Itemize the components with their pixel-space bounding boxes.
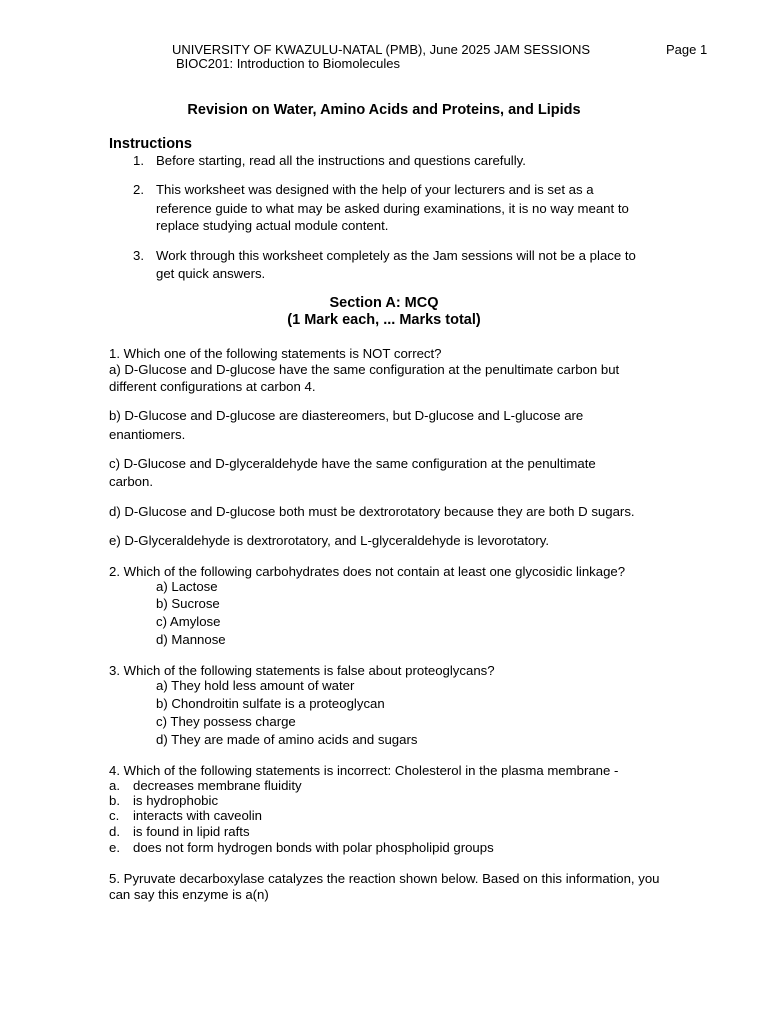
question-3-option: a) They hold less amount of water bbox=[156, 678, 355, 693]
instruction-text: reference guide to what may be asked during examinations, it is no way meant to bbox=[156, 201, 629, 216]
question-3-option: d) They are made of amino acids and sugars bbox=[156, 732, 418, 747]
instructions-heading: Instructions bbox=[109, 136, 192, 152]
instruction-text: replace studying actual module content. bbox=[156, 218, 389, 233]
question-4-option-letter: a. bbox=[109, 778, 120, 793]
question-4-option-letter: d. bbox=[109, 824, 120, 839]
question-4-option-letter: c. bbox=[109, 808, 120, 823]
question-1-option: b) D-Glucose and D-glucose are diastereomers, but D-glucose and L-glucose are bbox=[109, 408, 584, 423]
instruction-number: 1. bbox=[133, 153, 144, 168]
question-2-option: b) Sucrose bbox=[156, 596, 220, 611]
question-1-option: carbon. bbox=[109, 474, 153, 489]
question-1-option: different configurations at carbon 4. bbox=[109, 379, 316, 394]
section-title: Section A: MCQ bbox=[329, 295, 439, 311]
instruction-text: This worksheet was designed with the help of your lecturers and is set as a bbox=[156, 182, 594, 197]
question-4-option: interacts with caveolin bbox=[133, 808, 263, 823]
instruction-text: Before starting, read all the instructions and questions carefully. bbox=[156, 153, 526, 168]
question-1-option: a) D-Glucose and D-glucose have the same configuration at the penultimate carbon but bbox=[109, 362, 620, 377]
question-1-option: e) D-Glyceraldehyde is dextrorotatory, and L-glyceraldehyde is levorotatory. bbox=[109, 533, 550, 548]
question-3-option: c) They possess charge bbox=[156, 714, 296, 729]
section-subtitle: (1 Mark each, ... Marks total) bbox=[287, 312, 481, 328]
question-5-stem: can say this enzyme is a(n) bbox=[109, 887, 269, 902]
question-1-option: d) D-Glucose and D-glucose both must be dextrorotatory because they are both D sugars. bbox=[109, 504, 635, 519]
question-4-option: is found in lipid rafts bbox=[133, 824, 250, 839]
question-2-option: d) Mannose bbox=[156, 632, 226, 647]
question-2-stem: 2. Which of the following carbohydrates does not contain at least one glycosidic linkage? bbox=[109, 564, 626, 579]
instruction-number: 3. bbox=[133, 248, 144, 263]
instruction-text: Work through this worksheet completely as the Jam sessions will not be a place to bbox=[156, 248, 636, 263]
question-4-option: does not form hydrogen bonds with polar phospholipid groups bbox=[133, 840, 494, 855]
question-4-option: is hydrophobic bbox=[133, 793, 219, 808]
question-5-stem: 5. Pyruvate decarboxylase catalyzes the reaction shown below. Based on this information, you bbox=[109, 871, 660, 886]
instruction-text: get quick answers. bbox=[156, 266, 266, 281]
document-title: Revision on Water, Amino Acids and Proteins, and Lipids bbox=[187, 102, 581, 118]
question-3-option: b) Chondroitin sulfate is a proteoglycan bbox=[156, 696, 385, 711]
question-4-option-letter: e. bbox=[109, 840, 120, 855]
question-3-stem: 3. Which of the following statements is false about proteoglycans? bbox=[109, 663, 495, 678]
question-4-option-letter: b. bbox=[109, 793, 120, 808]
question-4-stem: 4. Which of the following statements is incorrect: Cholesterol in the plasma membrane - bbox=[109, 763, 619, 778]
question-1-option: enantiomers. bbox=[109, 427, 186, 442]
question-1-stem: 1. Which one of the following statements is NOT correct? bbox=[109, 346, 442, 361]
instruction-number: 2. bbox=[133, 182, 144, 197]
header-university: UNIVERSITY OF KWAZULU-NATAL (PMB), June 2025 JAM SESSIONS bbox=[172, 42, 591, 57]
question-2-option: c) Amylose bbox=[156, 614, 221, 629]
question-1-option: c) D-Glucose and D-glyceraldehyde have the same configuration at the penultimate bbox=[109, 456, 596, 471]
header-course: BIOC201: Introduction to Biomolecules bbox=[176, 56, 401, 71]
question-2-option: a) Lactose bbox=[156, 579, 218, 594]
header-page-number: Page 1 bbox=[666, 42, 708, 57]
question-4-option: decreases membrane fluidity bbox=[133, 778, 302, 793]
